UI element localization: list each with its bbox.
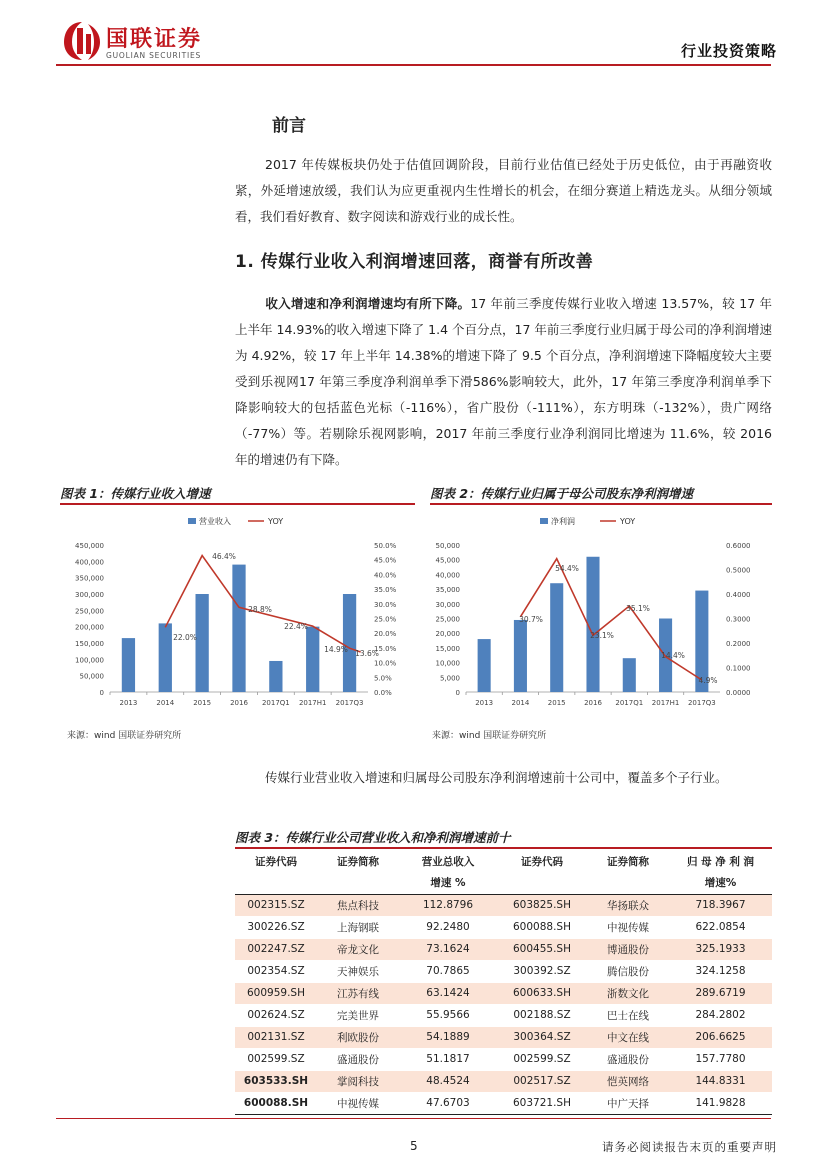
table-cell: 002599.SZ (235, 1048, 317, 1070)
right-axis-tick-label: 25.0% (374, 615, 397, 624)
intro-text: 2017 年传媒板块仍处于估值回调阶段，目前行业估值已经处于历史低位，由于再融资收紧，外延增速放缓，我们认为应更重视内生性增长的机会，在细分赛道上精选龙头。从细分领域看，我们看好教育、数字阅读和游戏行业的成长性。 (235, 157, 772, 224)
table-cell: 54.1889 (399, 1026, 497, 1048)
right-axis-tick-label: 45.0% (374, 556, 397, 565)
yoy-data-label: 30.7% (519, 615, 543, 624)
table-row (235, 1026, 772, 1048)
table-cell: 600633.SH (497, 982, 587, 1004)
table-cell: 江苏有线 (317, 982, 399, 1004)
table-row (235, 894, 772, 916)
x-axis-tick-label: 2014 (511, 699, 530, 707)
right-axis-tick-label: 15.0% (374, 644, 397, 653)
right-axis-tick-label: 0.0000 (726, 689, 751, 697)
right-axis-tick-label: 5.0% (374, 674, 392, 683)
col-header-revenue-growth-unit: 增速 % (399, 872, 497, 894)
yoy-data-label: 14.9% (324, 645, 348, 654)
table-cell: 206.6625 (669, 1026, 772, 1048)
yoy-data-label: 28.8% (248, 605, 272, 614)
net-profit-growth-chart-svg (428, 512, 778, 722)
disclaimer-note: 请务必阅读报告末页的重要声明 (602, 1140, 777, 1154)
figure-1-caption: 图表 1：传媒行业收入增速 (60, 483, 415, 505)
left-axis-tick-label: 15,000 (435, 644, 460, 653)
table-cell: 48.4524 (399, 1070, 497, 1092)
yoy-data-label: 14.4% (661, 651, 685, 660)
table-cell: 盛通股份 (587, 1048, 669, 1070)
table-cell: 恺英网络 (587, 1070, 669, 1092)
table-cell: 002354.SZ (235, 960, 317, 982)
yoy-line (520, 559, 701, 680)
table-cell: 284.2802 (669, 1004, 772, 1026)
x-axis-tick-label: 2014 (156, 699, 175, 707)
left-axis-tick-label: 350,000 (75, 574, 104, 583)
net-profit-growth-chart (428, 512, 778, 722)
figure-2-source: 来源：wind 国联证券研究所 (432, 731, 547, 741)
col-header-name-2: 证券简称 (607, 855, 649, 868)
left-axis-tick-label: 50,000 (79, 672, 104, 681)
section-1-paragraph (235, 291, 772, 473)
table-row (235, 1048, 772, 1070)
table-cell: 002517.SZ (497, 1070, 587, 1092)
table-cell: 帝龙文化 (317, 938, 399, 960)
legend-bar-swatch (188, 518, 196, 524)
left-axis-tick-label: 150,000 (75, 640, 104, 648)
right-axis-tick-label: 10.0% (374, 659, 397, 668)
right-axis-tick-label: 20.0% (374, 630, 397, 639)
table-cell: 157.7780 (669, 1048, 772, 1070)
x-axis-tick-label: 2013 (119, 699, 138, 707)
right-axis-tick-label: 0.2000 (726, 640, 751, 648)
table-cell: 289.6719 (669, 982, 772, 1004)
bar-2014 (159, 623, 172, 692)
col-header-code-2: 证券代码 (521, 855, 563, 868)
revenue-growth-chart (60, 512, 410, 722)
table-row (235, 982, 772, 1004)
legend-bar-label: 营业收入 (199, 517, 231, 526)
left-axis-tick-label: 20,000 (435, 630, 460, 639)
table-cell: 利欧股份 (317, 1026, 399, 1048)
table-cell: 腾信股份 (587, 960, 669, 982)
left-axis-tick-label: 50,000 (435, 542, 460, 550)
left-axis-tick-label: 10,000 (435, 659, 460, 668)
table-intro-paragraph (235, 765, 772, 791)
bar-2017Q1 (269, 661, 282, 692)
revenue-growth-chart-svg (60, 512, 410, 722)
bar-2015 (196, 594, 209, 692)
footer-divider (56, 1118, 771, 1119)
table-row (235, 1092, 772, 1114)
left-axis-tick-label: 25,000 (435, 615, 460, 624)
logo-chinese-name: 国联证券 (106, 27, 203, 52)
yoy-data-label: 35.1% (626, 604, 650, 613)
left-axis-tick-label: 0 (99, 689, 104, 697)
table-cell: 603825.SH (497, 894, 587, 916)
table-cell: 112.8796 (399, 894, 497, 916)
table-cell: 622.0854 (669, 916, 772, 938)
col-header-name-1: 证券简称 (337, 855, 379, 868)
header-divider (56, 64, 771, 66)
section-1-lead: 收入增速和净利润增速均有所下降。 (265, 296, 471, 311)
x-axis-tick-label: 2017H1 (298, 699, 327, 707)
table-cell: 600455.SH (497, 938, 587, 960)
left-axis-tick-label: 5,000 (439, 674, 460, 683)
x-axis-tick-label: 2015 (547, 699, 566, 707)
table-cell: 324.1258 (669, 960, 772, 982)
left-axis-tick-label: 100,000 (75, 656, 104, 665)
right-axis-tick-label: 35.0% (374, 586, 397, 595)
page-number: 5 (410, 1139, 418, 1153)
legend-line-label: YOY (620, 517, 636, 526)
intro-paragraph (235, 152, 772, 230)
bar-2014 (514, 620, 527, 692)
left-axis-tick-label: 400,000 (75, 558, 104, 567)
bar-2017H1 (306, 627, 319, 692)
yoy-data-label: 54.4% (555, 564, 579, 573)
table-cell: 73.1624 (399, 938, 497, 960)
legend-bar-label: 净利润 (551, 517, 575, 526)
left-axis-tick-label: 0 (455, 689, 460, 697)
legend-bar-swatch (540, 518, 548, 524)
table-cell: 盛通股份 (317, 1048, 399, 1070)
right-axis-tick-label: 0.3000 (726, 615, 751, 624)
table-cell: 002599.SZ (497, 1048, 587, 1070)
table-cell: 天神娱乐 (317, 960, 399, 982)
col-header-revenue-growth: 营业总收入 (421, 855, 475, 868)
company-logo (62, 18, 232, 64)
col-header-code-1: 证券代码 (255, 855, 297, 868)
left-axis-tick-label: 45,000 (435, 556, 460, 565)
table-cell: 47.6703 (399, 1092, 497, 1114)
intro-title: 前言 (272, 116, 306, 136)
col-header-profit-growth-unit: 增速% (669, 872, 772, 894)
right-axis-tick-label: 40.0% (374, 571, 397, 580)
x-axis-tick-label: 2017Q3 (335, 699, 364, 707)
table-cell: 92.2480 (399, 916, 497, 938)
left-axis-tick-label: 300,000 (75, 591, 104, 599)
table-cell: 603533.SH (235, 1070, 317, 1092)
table-intro-text: 传媒行业营业收入增速和归属母公司股东净利润增速前十公司中，覆盖多个子行业。 (265, 770, 728, 785)
top-ten-growth-table (235, 850, 772, 1115)
x-axis-tick-label: 2017Q1 (261, 699, 290, 707)
left-axis-tick-label: 450,000 (75, 542, 104, 550)
bar-2017Q1 (623, 658, 636, 692)
figure-1-source: 来源：wind 国联证券研究所 (67, 731, 182, 741)
left-axis-tick-label: 30,000 (435, 600, 460, 609)
right-axis-tick-label: 50.0% (374, 542, 397, 550)
table-cell: 718.3967 (669, 894, 772, 916)
x-axis-tick-label: 2017H1 (651, 699, 680, 707)
report-category-title: 行业投资策略 (680, 42, 777, 60)
table-row (235, 938, 772, 960)
table-cell: 中广天择 (587, 1092, 669, 1114)
table-cell: 325.1933 (669, 938, 772, 960)
yoy-data-label: 13.6% (355, 649, 379, 658)
table-cell: 600088.SH (235, 1092, 317, 1114)
table-cell: 002131.SZ (235, 1026, 317, 1048)
yoy-data-label: 22.4% (284, 622, 308, 631)
right-axis-tick-label: 30.0% (374, 600, 397, 609)
table-cell: 上海钢联 (317, 916, 399, 938)
table-cell: 002188.SZ (497, 1004, 587, 1026)
table-cell: 掌阅科技 (317, 1070, 399, 1092)
yoy-data-label: 22.0% (173, 633, 197, 642)
table-cell: 51.1817 (399, 1048, 497, 1070)
table-cell: 完美世界 (317, 1004, 399, 1026)
table-cell: 博通股份 (587, 938, 669, 960)
table-cell: 63.1424 (399, 982, 497, 1004)
table-cell: 002315.SZ (235, 894, 317, 916)
left-axis-tick-label: 40,000 (435, 571, 460, 580)
right-axis-tick-label: 0.6000 (726, 542, 751, 550)
right-axis-tick-label: 0.5000 (726, 566, 751, 575)
x-axis-tick-label: 2015 (193, 699, 212, 707)
table-cell: 70.7865 (399, 960, 497, 982)
table-cell: 巴士在线 (587, 1004, 669, 1026)
section-1-text: 17 年前三季度传媒行业收入增速 13.57%，较 17 年上半年 14.93%的收入增速下降了 1.4 个百分点，17 年前三季度行业归属于母公司的净利润增速为 4.92%，较 17 年上半年 14.38%的增速下降了 9.5 个百分点，净利润增速下降幅度较大主要受到乐视网17 年第三季度净利润单季下滑586%影响较大，此外，17 年第三季度净利润单季下降影响较大的包括蓝色光标（-116%），省广股份（-111%），东方明珠（-132%），贵广网络（-77%）等。若剔除乐视网影响，2017 年前三季度行业净利润同比增速为 11.6%，较 2016 年的增速仍有下降。 (235, 296, 772, 467)
left-axis-tick-label: 35,000 (435, 586, 460, 595)
table-cell: 中视传媒 (317, 1092, 399, 1114)
table-cell: 55.9566 (399, 1004, 497, 1026)
bar-2013 (122, 638, 135, 692)
x-axis-tick-label: 2016 (230, 699, 248, 707)
table-cell: 600959.SH (235, 982, 317, 1004)
table-cell: 141.9828 (669, 1092, 772, 1114)
x-axis-tick-label: 2016 (584, 699, 602, 707)
table-cell: 600088.SH (497, 916, 587, 938)
section-1-heading: 1. 传媒行业收入利润增速回落，商誉有所改善 (235, 252, 594, 272)
table-row (235, 960, 772, 982)
legend-line-label: YOY (268, 517, 284, 526)
left-axis-tick-label: 200,000 (75, 623, 104, 632)
table-cell: 中视传媒 (587, 916, 669, 938)
table-cell: 300226.SZ (235, 916, 317, 938)
table-cell: 浙数文化 (587, 982, 669, 1004)
bar-2015 (550, 583, 563, 692)
logo-english-name: GUOLIAN SECURITIES (106, 51, 202, 60)
logo-emblem-icon (62, 20, 102, 62)
left-axis-tick-label: 250,000 (75, 607, 104, 616)
col-header-profit-growth: 归 母 净 利 润 (686, 855, 755, 868)
table-cell: 603721.SH (497, 1092, 587, 1114)
bar-2017Q3 (343, 594, 356, 692)
table-row (235, 916, 772, 938)
x-axis-tick-label: 2017Q1 (615, 699, 644, 707)
table-cell: 300392.SZ (497, 960, 587, 982)
table-cell: 焦点科技 (317, 894, 399, 916)
table-cell: 中文在线 (587, 1026, 669, 1048)
right-axis-tick-label: 0.0% (374, 689, 392, 697)
yoy-data-label: 4.9% (698, 676, 718, 685)
figure-2-caption: 图表 2：传媒行业归属于母公司股东净利润增速 (430, 483, 772, 505)
yoy-data-label: 46.4% (212, 552, 236, 561)
table-cell: 002247.SZ (235, 938, 317, 960)
table-cell: 华扬联众 (587, 894, 669, 916)
bar-2016 (232, 565, 245, 692)
yoy-data-label: 23.1% (590, 631, 614, 640)
table-row (235, 1004, 772, 1026)
x-axis-tick-label: 2013 (475, 699, 494, 707)
table-3-caption: 图表 3：传媒行业公司营业收入和净利润增速前十 (235, 827, 772, 849)
x-axis-tick-label: 2017Q3 (687, 699, 716, 707)
right-axis-tick-label: 0.4000 (726, 591, 751, 599)
bar-2013 (478, 639, 491, 692)
table-cell: 300364.SZ (497, 1026, 587, 1048)
table-cell: 002624.SZ (235, 1004, 317, 1026)
table-row (235, 1070, 772, 1092)
table-cell: 144.8331 (669, 1070, 772, 1092)
right-axis-tick-label: 0.1000 (726, 664, 751, 673)
